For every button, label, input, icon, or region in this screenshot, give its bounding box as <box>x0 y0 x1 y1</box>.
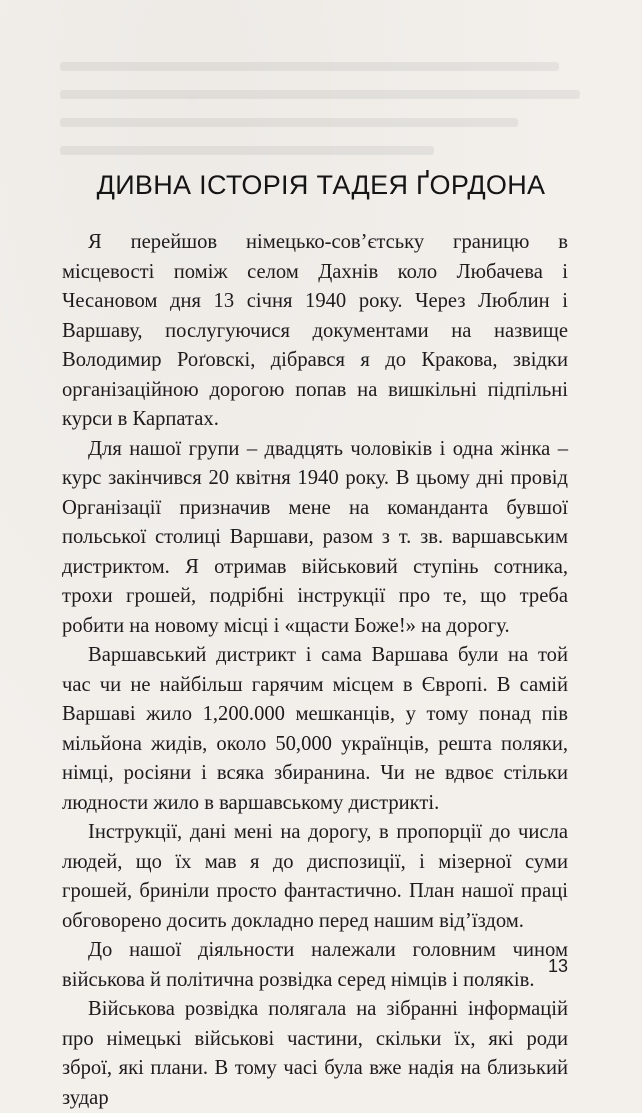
paragraph: Військова розвідка полягала на зібранні інформацій про німецькі військові частини, скільки їх, які роди зброї, які плани. В тому часі була вже надія на близький зудар <box>62 998 568 1109</box>
paragraph: Інструкції, дані мені на дорогу, в пропорції до числа людей, що їх мав я до диспозиції, і мізерної суми грошей, бриніли просто фантастично. План нашої праці обговорено досить докладно перед нашим відʼїздом. <box>62 821 568 932</box>
paragraph: До нашої діяльности належали головним чином військова й політична розвідка серед німців і поляків. <box>62 939 568 991</box>
paragraph: Варшавський дистрикт і сама Варшава були на той час чи не найбільш гарячим місцем в Європі. В самій Варшаві жило 1,200.000 мешканців, у тому понад пів мільйона жидів, около 50,000 українців, решта поляки, німці, росіяни і всяка збиранина. Чи не вдвоє стільки людности жило в варшавському дистрикті. <box>62 644 568 814</box>
paragraph: Для нашої групи – двадцять чоловіків і одна жінка – курс закінчився 20 квітня 1940 року. В цьому дні провід Організації призначив мене на команданта бувшої польської столиці Варшави, разом з т. зв. варшавським дистриктом. Я отримав військовий ступінь сотника, трохи грошей, подрібні інструкції про те, що треба робити на новому місці і «щасти Боже!» на дорогу. <box>62 437 568 637</box>
paragraph: Я перейшов німецько-совʼєтську границю в місцевості поміж селом Дахнів коло Любачева і Чесановом дня 13 січня 1940 року. Через Люблин і Варшаву, послугуючися документами на назвище Володимир Роґовскі, дібрався я до Кракова, звідки організаційною дорогою попав на вишкільні підпільні курси в Карпатах. <box>62 231 568 430</box>
body-text <box>62 228 568 1113</box>
page-number: 13 <box>547 956 568 976</box>
bleed-through-text <box>60 62 580 172</box>
chapter-title: ДИВНА ІСТОРІЯ ТАДЕЯ ҐОРДОНА <box>96 170 546 200</box>
